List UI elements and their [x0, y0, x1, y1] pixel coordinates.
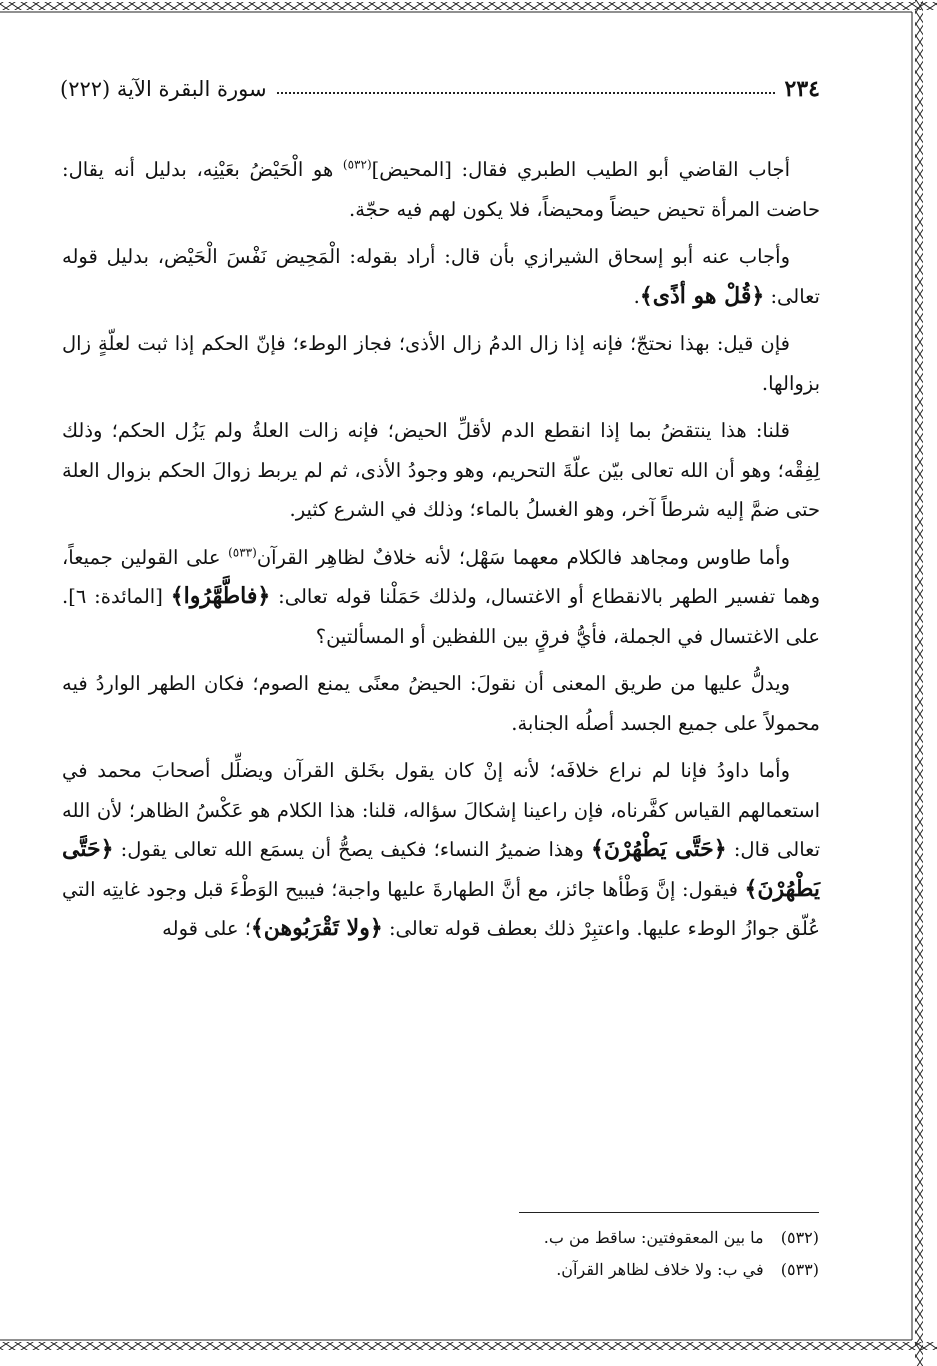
- quran-quote: ﴿فاطَّهَّرُوا﴾: [170, 583, 271, 609]
- paragraph: [62, 751, 820, 949]
- paragraph: [62, 538, 820, 657]
- text-run: ويدلُّ عليها من طريق المعنى أن نقولَ: الحيضُ معنًى يمنع الصوم؛ فكان الطهر الواردُ فيه محمولاً على جميع الجسد أصلُه الجنابة.: [62, 672, 820, 735]
- text-run: وأما طاوس ومجاهد فالكلام معهما سَهْل؛ لأنه خلافٌ لظاهِر القرآن: [256, 545, 790, 569]
- quran-quote: ﴿قُلْ هو أذًى﴾: [639, 282, 765, 309]
- text-run: وأجاب عنه أبو إسحاق الشيرازي بأن قال: أراد بقوله: الْمَحِيض نَفْسَ الْحَيْض، بدليل قوله تعالى:: [62, 245, 820, 308]
- footnote-number: (٥٣٣): [780, 1260, 819, 1279]
- footnote-separator: [519, 1212, 819, 1213]
- footnote-number: (٥٣٢): [780, 1228, 819, 1247]
- paragraph: [62, 411, 820, 530]
- text-run: وأما داودُ فإنا لم نراع خلافَه؛ لأنه إنْ كان يقول بخَلق القرآن ويضلِّل أصحابَ محمد في استعمالهم القياس كفَّرناه، فإن راعينا إشكالَ سؤاله، قلنا: هذا الكلام هو عَكْسُ الظاهر؛ لأن الله تعالى قال:: [62, 759, 820, 861]
- text-run: على القولين جميعاً، وهما تفسير الطهر بالانقطاع أو الاغتسال، ولذلك حَمَلْنا قوله تعالى:: [62, 545, 821, 608]
- paragraph: [62, 324, 820, 403]
- text-run: هو الْحَيْضُ بعَيْنِه، بدليل أنه يقال: حاضت المرأة تحيض حيضاً ومحيضاً، فلا يكون لهم فيه حجّة.: [62, 158, 820, 221]
- footnotes: [119, 1222, 819, 1286]
- paragraph: [62, 237, 820, 316]
- page-header: [60, 72, 820, 106]
- footnote-532: [119, 1222, 819, 1254]
- text-run: وهذا ضميرُ النساء؛ فكيف يصحُّ أن يسمَع الله تعالى يقول:: [113, 838, 592, 861]
- page-number: ٢٣٤: [784, 76, 820, 102]
- text-run: قلنا: هذا ينتقضُ بما إذا انقطع الدم لأقلِّ الحيض؛ فإنه زالت العلةُ ولم يَزُل الحكم؛ وذلك لِفِقْه؛ وهو أن الله تعالى بيّن علّةَ التحريم، وهو وجودُ الأذى، ثم لم يربط زوالَ الحكم بزوال العلة حتى ضمَّ إليه شرطاً آخر، وهو الغسلُ بالماء؛ وذلك في الشرع كثير.: [62, 419, 820, 521]
- text-run: فإن قيل: بهذا نحتجّ؛ فإنه إذا زال الدمُ زال الأذى؛ فجاز الوطء؛ فإنّ الحكم إذا ثبت لعلّةٍ زال بزوالها.: [62, 332, 820, 395]
- quran-quote: ﴿حَتَّى يَطْهُرْنَ﴾: [62, 836, 820, 902]
- footnote-reference: (٥٣٣): [228, 545, 257, 559]
- footnote-533: [119, 1254, 819, 1286]
- paragraph: [62, 150, 820, 229]
- quran-quote: ﴿حَتَّى يَطْهُرْنَ﴾: [591, 836, 727, 862]
- main-text: [62, 150, 820, 957]
- paragraph: [62, 664, 820, 743]
- footnote-reference: (٥٣٢): [342, 157, 372, 172]
- footnote-text: في ب: ولا خلاف لظاهر القرآن.: [556, 1260, 764, 1279]
- text-run: أجاب القاضي أبو الطيب الطبري فقال: [المحيض]: [371, 158, 790, 181]
- running-title: سورة البقرة الآية (٢٢٢): [60, 77, 267, 101]
- text-run: فيقول: إنَّ وَطْأها جائز، مع أنَّ الطهارةَ عليها واجبة؛ فيبيح الوَطْءَ قبل وجود غايتِه التي عُلّق جوازُ الوطء عليها. واعتبِرْ ذلك بعطف قوله تعالى:: [62, 877, 820, 940]
- text-run: ؛ على قوله: [162, 917, 251, 940]
- text-run: .: [633, 284, 640, 308]
- text-run: [المائدة: ٦]. على الاغتسال في الجملة، فأيُّ فرقٍ بين اللفظين أو المسألتين؟: [62, 585, 820, 648]
- footnote-text: ما بين المعقوفتين: ساقط من ب.: [543, 1228, 764, 1247]
- dotted-leader: [277, 92, 775, 94]
- quran-quote: ﴿ولا تَقْرَبُوهن﴾: [250, 915, 383, 941]
